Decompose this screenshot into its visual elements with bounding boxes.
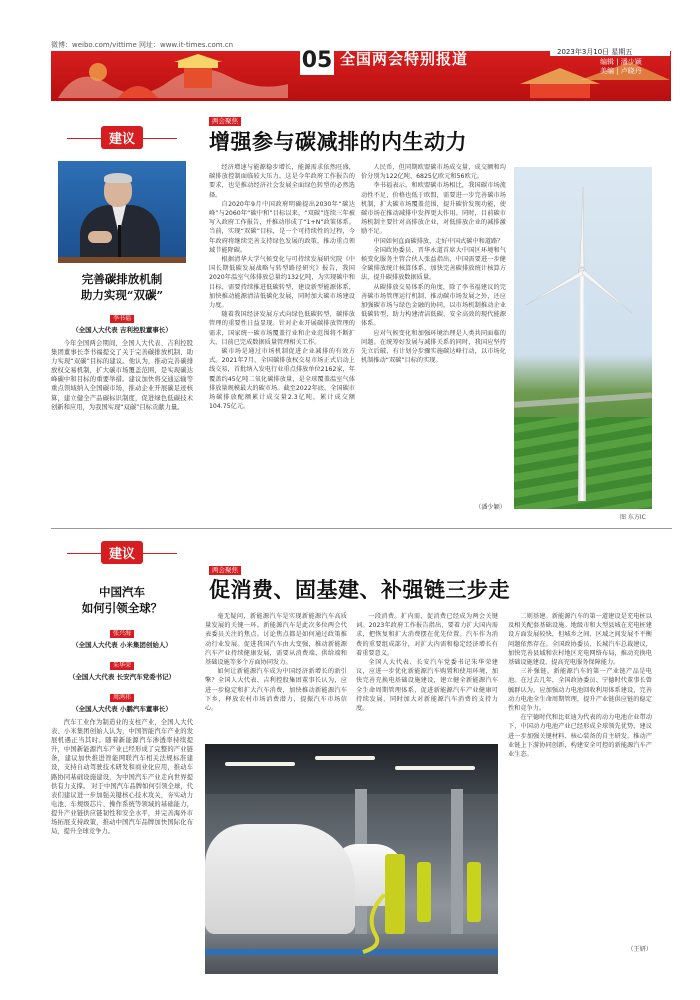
article-signature: （潘少颖） <box>475 504 506 511</box>
author-affiliation-1: （全国人大代表 小米集团创始人） <box>72 641 172 649</box>
suggestion-badge: 建议 <box>101 126 143 149</box>
masthead-temple-decoration <box>520 54 670 98</box>
editor-line: 编辑 | 潘少颖 <box>600 58 642 66</box>
page-number: 05 <box>301 48 333 73</box>
author-affiliation-3: （全国人大代表 小鹏汽车董事长） <box>72 705 172 713</box>
article-column-1: 经济增速与能源稳步增长，能源需求依然旺盛，碳排放控制面临较大压力。这是今年政府工作报告的要求，也是推动经济社会发展全面绿色转型的必然选择。 自2020年9月中国政府明确提出2030年“碳达峰”与2060年“碳中和”目标以来，“双碳”连续三年被写入政府工作报告，并推动形成了“1+N”政策体系。当前，实现“双碳”目标，是一个可持续性的过程，今年政府将继续完善支持绿色发展的政策，推动重点领域节能降碳。 根据清华大学气候变化与可持续发展研究院《中国长期低碳发展战略与转型路径研究》报告，我国2020年温室气体排放总量约132亿吨，为实现碳中和目标，需要持续推进低碳转型，建设新型能源体系，加快推动能源清洁低碳化发展，同时加大碳市场建设力度。 随着我国经济发展方式向绿色低碳转型，碳排放管理的重要性日益显现。针对企业开展碳排放管理的需求，国家统一碳市场覆盖行业和企业范围将不断扩大，目前已完成数据质量管理相关工作。 碳市场是通过市场机制促进企业减排的有效方式。2021年7月，全国碳排放权交易市场正式启动上线交易，首批纳入发电行业重点排放单位2162家，年覆盖约45亿吨二氧化碳排放量，是全球覆盖温室气体排放量规模最大的碳市场。截至2022年底，全国碳市场碳排放配额累计成交量2.3亿吨，累计成交额104.75亿元。 <box>209 164 355 411</box>
column-title-line-2: 助力实现“双碳” <box>80 288 164 302</box>
author-tag-3: 周鸿祎 <box>110 694 134 702</box>
column-body: 汽车工业作为制造业的支柱产业，全国人大代表、小米集团创始人认为，中国智能汽车产业的发展机遇正当其时。随着新能源汽车渗透率持续提升，中国新能源汽车产业已经形成了完整的产业链条，建议加快推进智能网联汽车相关法规标准建设，支持自动驾驶技术研发和商业化应用，推动车路协同基础设施建设，为中国汽车产业走向世界提供有力支撑。 对于中国汽车品牌如何引领全球，代表们建议进一步加强关键核心技术攻关，夯实动力电池、车规级芯片、操作系统等领域的基础能力，提升产业链供应链韧性和安全水平，并完善海外市场拓展支持政策，推动中国汽车品牌加快国际化布局，提升全球竞争力。 <box>51 719 193 836</box>
author-affiliation-2: （全国人大代表 长安汽车党委书记） <box>68 673 176 681</box>
article-column-3: 二则基建。新能源汽车的第一道建设是充电桩以及相关配套基础设施。地级市和大型县城在充电桩建设方面发展较快，但城乡之间、区域之间发展不平衡问题依然存在。全国政协委员、长城汽车总裁建议，加快完善县域和农村地区充电网络布局，推动充换电基础设施建设，提高充电服务保障能力。 三补强链。新能源汽车的第一产业链产品是电池。在过去几年，全国政协委员、宁德时代董事长曾毓群认为，应加强动力电池回收利用体系建设，完善动力电池全生命周期管理，提升产业链供应链的稳定性和竞争力。 在宁德时代和比亚迪为代表的动力电池企业带动下，中国动力电池产业已经形成全球领先优势，建议进一步加强关键材料、核心装备的自主研发，推动产业链上下游协同创新，构建安全可控的新能源汽车产业生态。 <box>508 613 652 759</box>
column-title-line-2: 如何引领全球？ <box>81 601 163 615</box>
article-sign-wrap <box>361 503 506 512</box>
article-headline: 增强参与碳减排的内生动力 <box>209 130 467 154</box>
article-kicker: 两会聚焦 <box>209 117 241 126</box>
article-headline: 促消费、固基建、补强链三步走 <box>209 578 510 602</box>
article-kicker: 两会聚焦 <box>209 566 241 575</box>
section-title: 全国两会特别报道 <box>340 50 469 68</box>
column-body: 今年全国两会期间，全国人大代表、吉利控股集团董事长李书福提交了关于完善碳排放机制、助力实现“双碳”目标的建议。他认为，推动完善碳排放权交易机制，扩大碳市场覆盖范围，是实现碳达峰碳中和目标的重要举措。建议加快将交通运输等重点领域纳入全国碳市场，推动企业开展碳足迹核算，建立健全产品碳标识制度，促进绿色低碳技术创新和应用，为我国实现“双碳”目标贡献力量。 <box>51 340 193 411</box>
article-column-2: 人民币，但同期欧盟碳市场成交量、成交额和均价分别为122亿吨、6825亿欧元和56欧元。 李书福表示，和欧盟碳市场相比，我国碳市场流动性不足，价格也低于欧盟，需要进一步完善碳市场机制，扩大碳市场覆盖范围，提升碳价发现功能，使碳市场在推动减排中发挥更大作用。同时，目前碳市场机制主要针对高排放企业，对低排放企业的减排激励不足。 中国如何直面碳排放，走好中国式碳中和道路？ 全国政协委员、晋华永道首席大中国区环境和气候变化服务主管合伙人张益指出，中国需要进一步健全碳排放统计核算体系，加快完善碳排放统计核算方法，提升碳排放数据质量。 从碳排放交易体系的角度，除了李书福建议的完善碳市场管理运行机制、推动碳市场发展之外，还应加强碳市场与绿色金融的协同，以市场机制推动企业低碳转型，助力构建清洁低碳、安全高效的现代能源体系。 应对气候变化和加强环境治理是人类共同面临的问题。在统筹好发展与减排关系的同时，我国应坚持先立后破，有计划分步骤实施碳达峰行动，以市场化机制推动“双碳”目标的实现。 <box>361 164 506 365</box>
suggestion-column-1 <box>51 112 193 412</box>
article-column-1: 毫无疑问，新能源汽车是实现新能源汽车高质量发展的关键一环。新能源汽车是此次多位两会代表委员关注的焦点。讨论焦点都是如何通过政策推动行业发展。促进我国汽车由大变强，推动新能源汽车产业持续健康发展，需要从消费端、供给端和基础设施等多个方面协同发力。 如何让新能源汽车成为中国经济新增长的新引擎？全国人大代表、吉利控股集团董事长认为，应进一步稳定和扩大汽车消费，加快推动新能源汽车下乡，释放农村市场消费潜力，提振汽车市场信心。 <box>205 613 347 713</box>
section-divider <box>51 528 672 529</box>
masthead-url-line: 微博：weibo.com/vittime 网址：www.it-times.com.cn <box>51 41 234 49</box>
issue-date: 2023年3月10日 星期五 <box>557 48 633 56</box>
article-signature: （王妍） <box>627 946 652 953</box>
designer-line: 美编 | 卢晓丹 <box>600 67 642 75</box>
wind-turbine-photo <box>514 167 652 509</box>
ev-charging-garage-photo <box>205 744 498 974</box>
column-title <box>51 271 193 303</box>
column-title-line-1: 完善碳排放机制 <box>81 272 163 286</box>
speaker-photo <box>58 161 186 263</box>
masthead <box>0 0 700 108</box>
column-title-line-1: 中国汽车 <box>99 585 145 599</box>
editor-credits <box>600 58 642 76</box>
photo-credit: 图 东方IC <box>620 514 646 521</box>
article-column-2: 一段消费。扩内需、促消费已经成为两会关键词。2023年政府工作报告指出，要着力扩大国内需求，把恢复和扩大消费摆在优先位置。汽车作为消费的重要组成部分，对扩大内需和稳定经济增长有着重要意义。 全国人大代表、长安汽车党委书记朱华荣建议，应进一步优化新能源汽车购置和使用环境，加快完善充换电基础设施建设，建立健全新能源汽车全生命周期管理体系，促进新能源汽车产业健康可持续发展，同时加大对新能源汽车消费的支持力度。 <box>356 613 498 713</box>
suggestion-column-2 <box>51 537 193 1000</box>
author-affiliation: （全国人大代表 吉利控股董事长） <box>72 326 172 334</box>
masthead-landmark-decoration <box>58 54 288 98</box>
article-sign-wrap <box>508 945 652 954</box>
column-title <box>51 584 193 616</box>
author-tag: 李书福 <box>110 315 134 323</box>
author-tag-1: 张兴海 <box>110 630 134 638</box>
author-tag-2: 朱华荣 <box>110 662 134 670</box>
suggestion-badge: 建议 <box>101 541 143 564</box>
